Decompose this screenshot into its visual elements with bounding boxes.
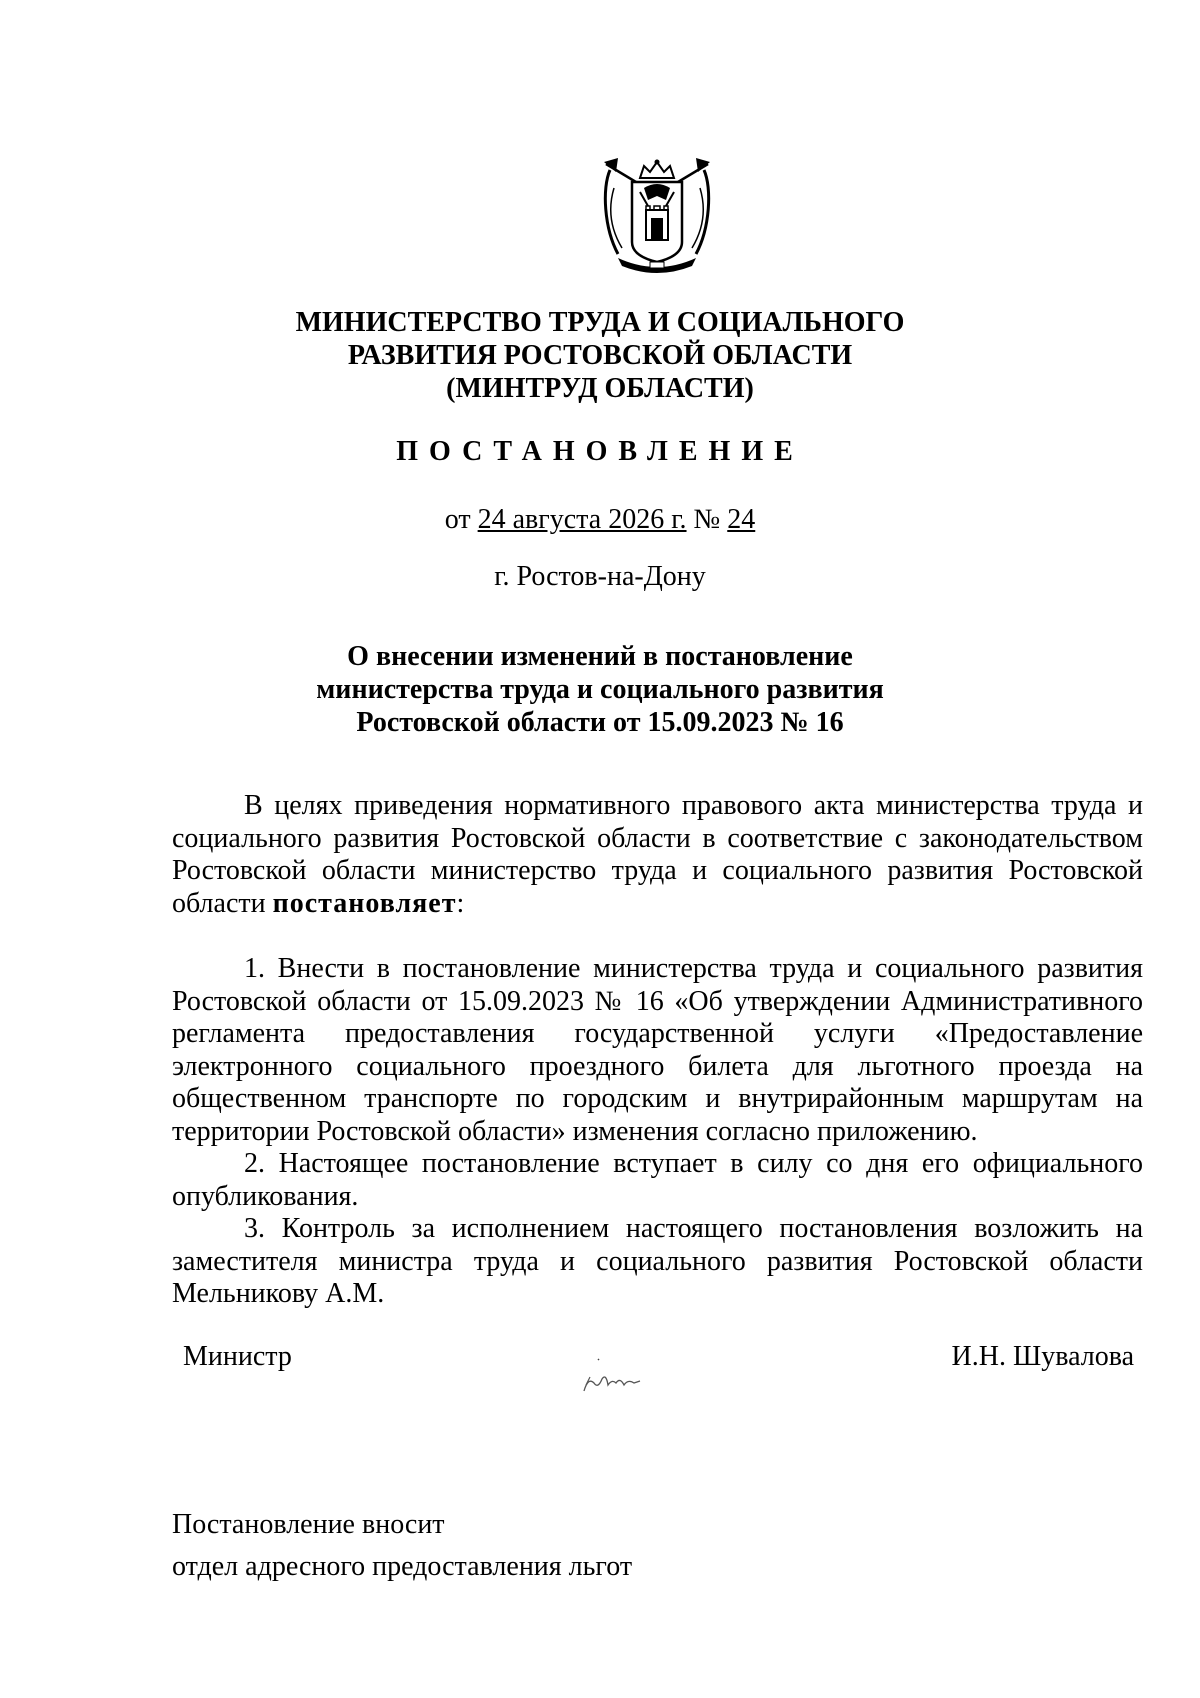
signer-name: И.Н. Шувалова bbox=[951, 1341, 1134, 1372]
document-number: 24 bbox=[727, 504, 756, 535]
date-number-line bbox=[0, 504, 1200, 536]
document-subject bbox=[0, 640, 1200, 739]
preamble-bold: постановляет bbox=[272, 887, 457, 919]
footer-line: Постановление вносит bbox=[172, 1509, 445, 1540]
preamble-tail: : bbox=[456, 887, 465, 919]
footer-note bbox=[172, 1504, 632, 1588]
subject-line: Ростовской области от 15.09.2023 № 16 bbox=[356, 707, 844, 738]
resolution-items bbox=[172, 953, 1143, 1311]
document-date: 24 августа 2026 г. bbox=[477, 504, 687, 535]
ministry-header-line: РАЗВИТИЯ РОСТОВСКОЙ ОБЛАСТИ bbox=[347, 340, 853, 371]
resolution-item: 2. Настоящее постановление вступает в силу со дня его официального опубликования. bbox=[172, 1148, 1143, 1212]
subject-line: министерства труда и социального развития bbox=[316, 674, 884, 705]
resolution-item: 3. Контроль за исполнением настоящего постановления возложить на заместителя министра труда и социального развития Ростовской области Мельникову А.М. bbox=[172, 1213, 1143, 1309]
ministry-header bbox=[0, 306, 1200, 405]
resolution-item: 1. Внести в постановление министерства труда и социального развития Ростовской области от 15.09.2023 № 16 «Об утверждении Административного регламента предоставления государственной услуги «Предоставление электронного социального проездного билета для льготного проезда на общественном транспорте по городским и внутрирайонным маршрутам на территории Ростовской области» изменения согласно приложению. bbox=[172, 953, 1143, 1147]
ministry-header-line: МИНИСТЕРСТВО ТРУДА И СОЦИАЛЬНОГО bbox=[295, 307, 905, 338]
handwritten-signature-icon bbox=[578, 1355, 648, 1397]
preamble-text: В целях приведения нормативного правового акта министерства труда и социального развития Ростовской области в соответствие с законодательством Ростовской области министерство труда и социального развития Ростовской области bbox=[172, 790, 1143, 919]
subject-line: О внесении изменений в постановление bbox=[347, 641, 853, 672]
preamble-paragraph bbox=[172, 790, 1143, 920]
footer-line: отдел адресного предоставления льгот bbox=[172, 1551, 633, 1582]
document-type: ПОСТАНОВЛЕНИЕ bbox=[396, 436, 804, 467]
signer-title: Министр bbox=[183, 1341, 292, 1372]
number-sign: № bbox=[693, 504, 721, 535]
coat-of-arms-icon bbox=[596, 158, 718, 274]
city: г. Ростов-на-Дону bbox=[494, 561, 706, 592]
ministry-header-line: (МИНТРУД ОБЛАСТИ) bbox=[446, 373, 754, 404]
date-prefix: от bbox=[444, 504, 471, 535]
